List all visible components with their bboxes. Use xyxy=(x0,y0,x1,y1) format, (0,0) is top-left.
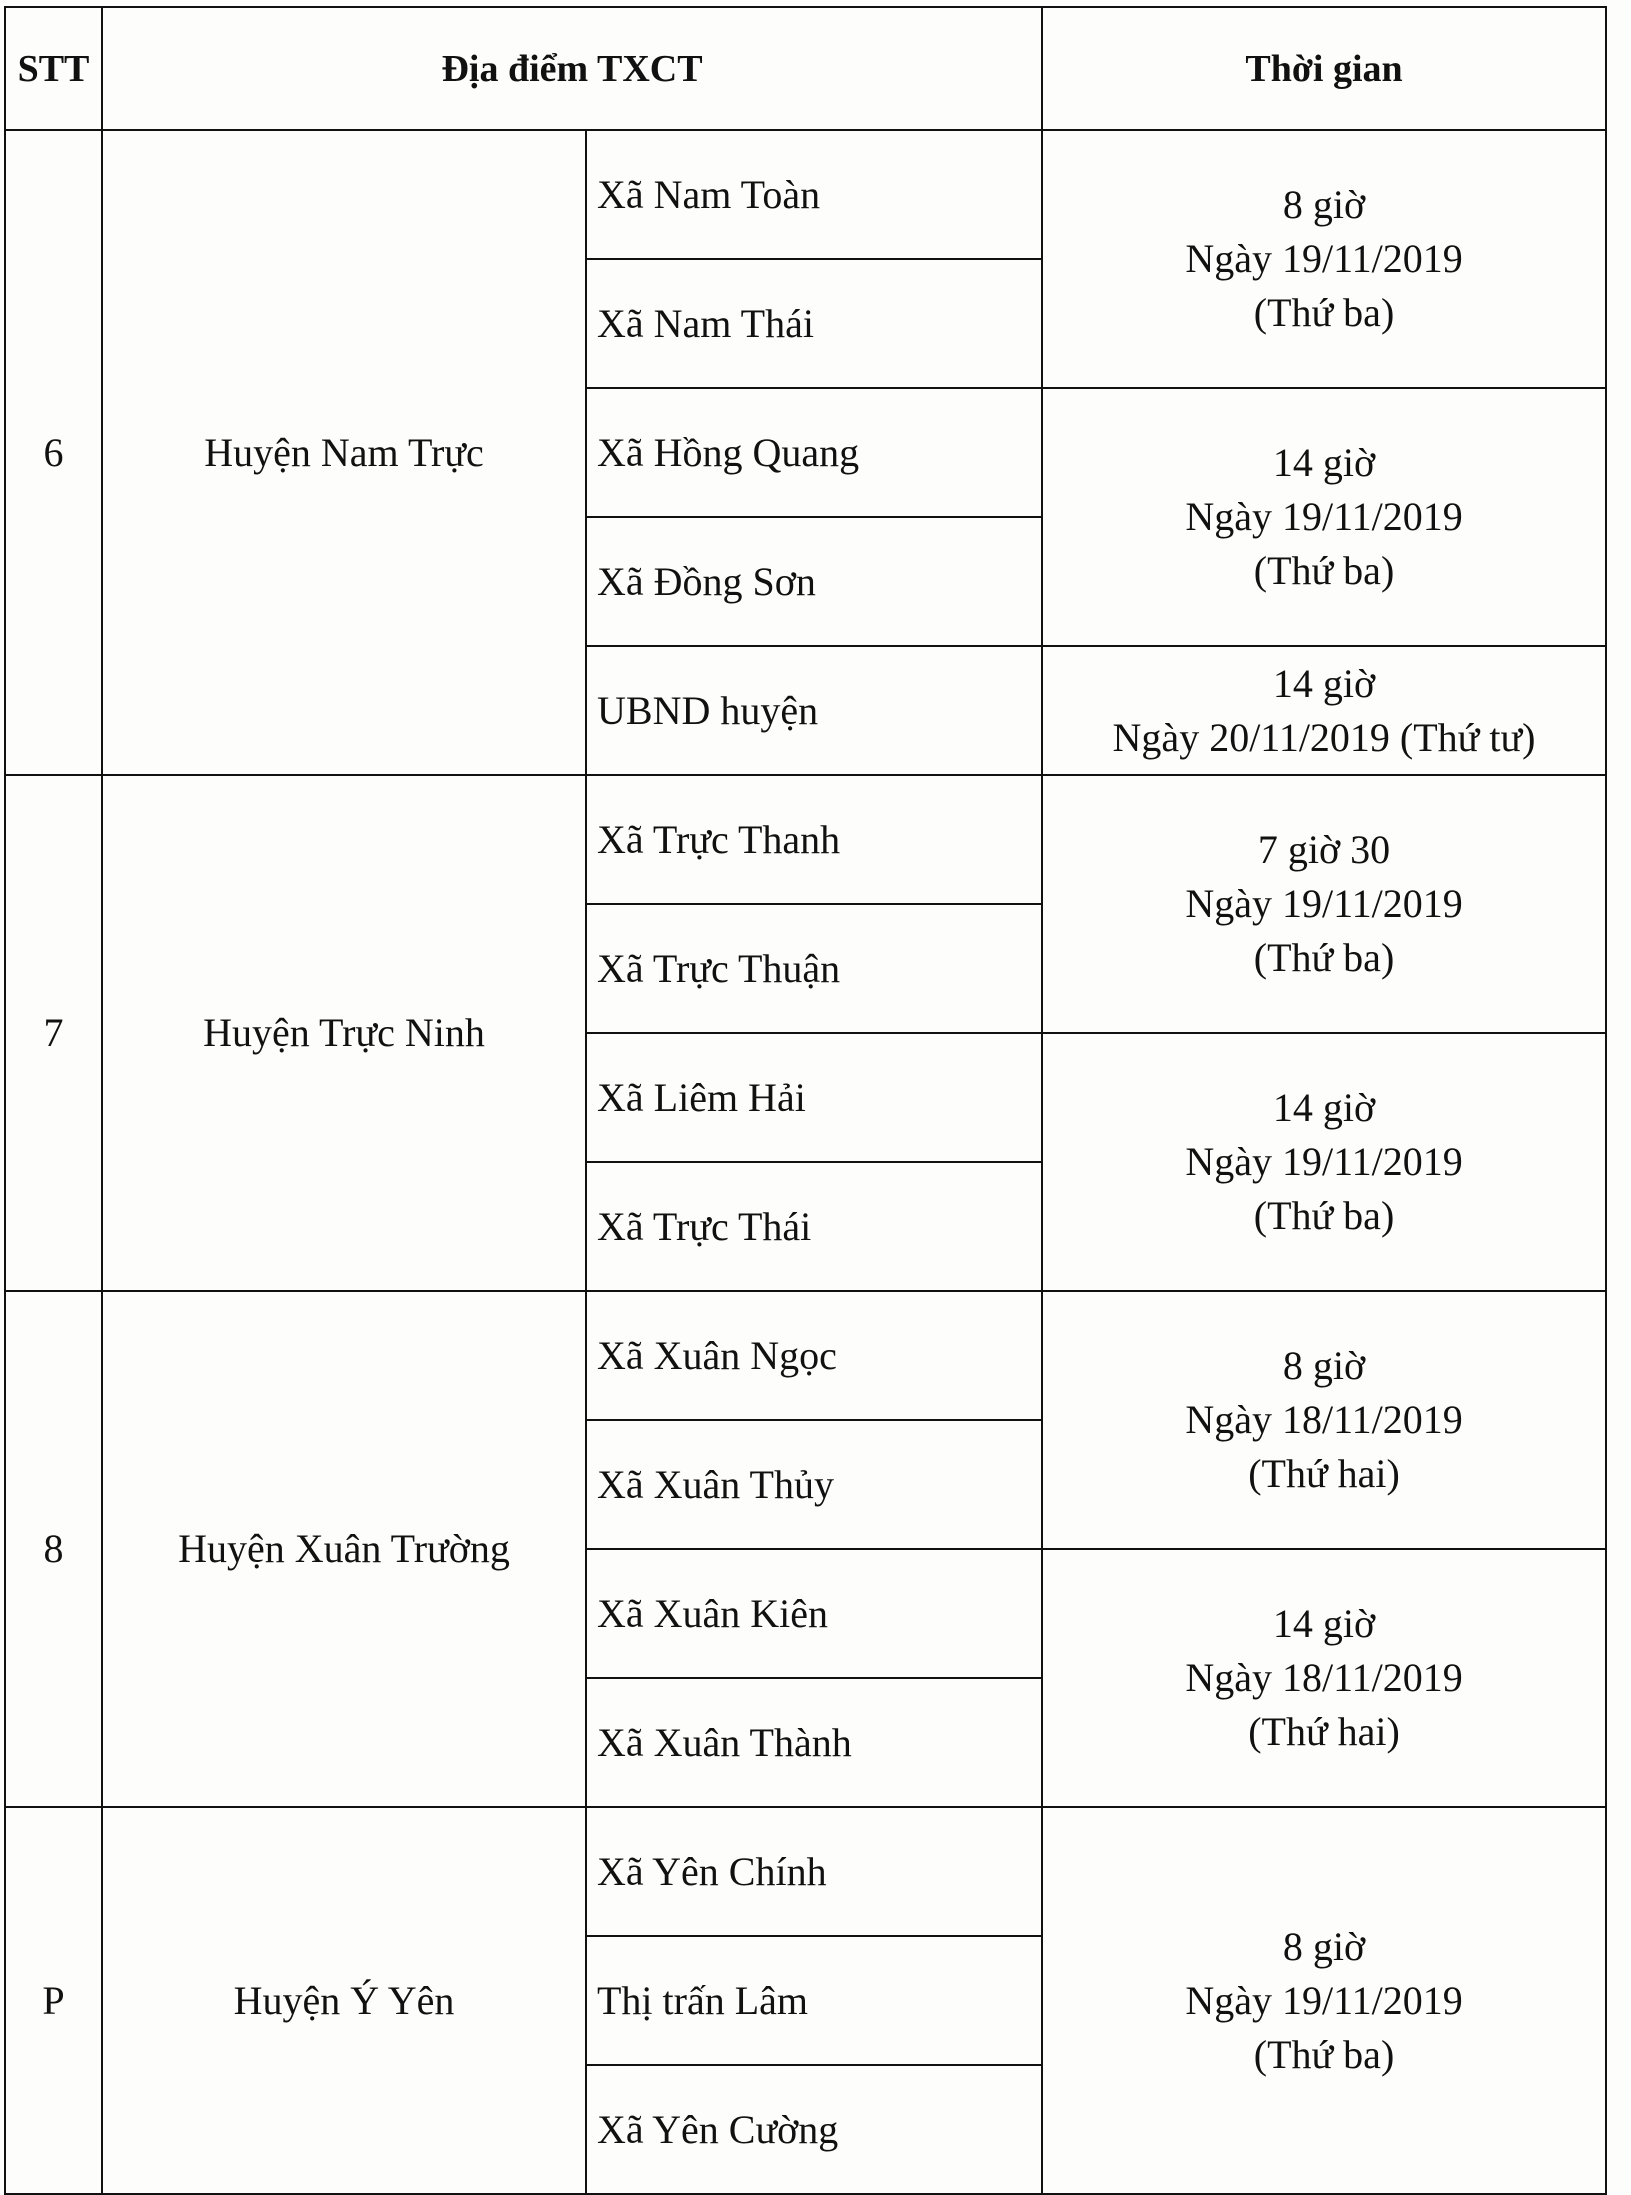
time-hour: 14 giờ xyxy=(1272,660,1376,706)
time-weekday: (Thứ hai) xyxy=(1248,1451,1400,1496)
time-date: Ngày 18/11/2019 xyxy=(1185,1655,1463,1700)
place-cell: Xã Trực Thuận xyxy=(586,904,1042,1033)
time-weekday: (Thứ ba) xyxy=(1253,2031,1395,2077)
time-cell xyxy=(1042,646,1606,775)
stt-cell: 8 xyxy=(5,1291,102,1807)
place-cell: Xã Xuân Thành xyxy=(586,1678,1042,1807)
time-cell xyxy=(1042,1807,1606,2194)
district-cell: Huyện Trực Ninh xyxy=(102,775,586,1291)
time-hour: 8 giờ xyxy=(1282,1923,1366,1969)
time-weekday: (Thứ ba) xyxy=(1253,290,1395,335)
schedule-table xyxy=(4,6,1607,2195)
time-hour: 8 giờ xyxy=(1282,1343,1366,1388)
time-hour: 14 giờ xyxy=(1272,1601,1376,1646)
time-date: Ngày 19/11/2019 xyxy=(1185,236,1463,281)
place-cell: Xã Xuân Kiên xyxy=(586,1549,1042,1678)
stt-cell: 7 xyxy=(5,775,102,1291)
time-cell xyxy=(1042,130,1606,388)
time-hour: 14 giờ xyxy=(1272,440,1376,485)
place-cell: UBND huyện xyxy=(586,646,1042,775)
place-cell: Xã Đồng Sơn xyxy=(586,517,1042,646)
place-cell: Xã Yên Cường xyxy=(586,2065,1042,2194)
time-hour: 8 giờ xyxy=(1282,182,1366,227)
time-date: Ngày 19/11/2019 xyxy=(1185,881,1463,926)
time-cell xyxy=(1042,775,1606,1033)
time-date: Ngày 19/11/2019 xyxy=(1185,1977,1463,2023)
place-cell: Xã Yên Chính xyxy=(586,1807,1042,1936)
header-location: Địa điểm TXCT xyxy=(102,7,1042,130)
table-row xyxy=(5,1291,1606,1420)
district-cell: Huyện Xuân Trường xyxy=(102,1291,586,1807)
time-weekday: (Thứ ba) xyxy=(1253,1193,1395,1238)
place-cell: Xã Trực Thanh xyxy=(586,775,1042,904)
time-date: Ngày 19/11/2019 xyxy=(1185,1139,1463,1184)
district-cell: Huyện Ý Yên xyxy=(102,1807,586,2194)
time-date: Ngày 19/11/2019 xyxy=(1185,494,1463,539)
district-cell: Huyện Nam Trực xyxy=(102,130,586,775)
time-cell xyxy=(1042,1549,1606,1807)
time-cell xyxy=(1042,1291,1606,1549)
header-row xyxy=(5,7,1606,130)
place-cell: Xã Nam Thái xyxy=(586,259,1042,388)
time-cell xyxy=(1042,1033,1606,1291)
place-cell: Xã Trực Thái xyxy=(586,1162,1042,1291)
stt-cell: 6 xyxy=(5,130,102,775)
stt-cell: P xyxy=(5,1807,102,2194)
header-stt: STT xyxy=(5,7,102,130)
time-weekday: (Thứ ba) xyxy=(1253,935,1395,980)
place-cell: Xã Xuân Ngọc xyxy=(586,1291,1042,1420)
time-date: Ngày 18/11/2019 xyxy=(1185,1397,1463,1442)
time-weekday: (Thứ ba) xyxy=(1253,548,1395,593)
place-cell: Xã Hồng Quang xyxy=(586,388,1042,517)
time-hour: 14 giờ xyxy=(1272,1085,1376,1130)
table-row xyxy=(5,1807,1606,1936)
time-cell xyxy=(1042,388,1606,646)
table-row xyxy=(5,130,1606,259)
table-row xyxy=(5,775,1606,904)
time-weekday: (Thứ hai) xyxy=(1248,1709,1400,1754)
place-cell: Xã Xuân Thủy xyxy=(586,1420,1042,1549)
place-cell: Thị trấn Lâm xyxy=(586,1936,1042,2065)
time-date: Ngày 20/11/2019 (Thứ tư) xyxy=(1112,714,1536,760)
place-cell: Xã Liêm Hải xyxy=(586,1033,1042,1162)
place-cell: Xã Nam Toàn xyxy=(586,130,1042,259)
header-time: Thời gian xyxy=(1042,7,1606,130)
time-hour: 7 giờ 30 xyxy=(1257,827,1391,872)
